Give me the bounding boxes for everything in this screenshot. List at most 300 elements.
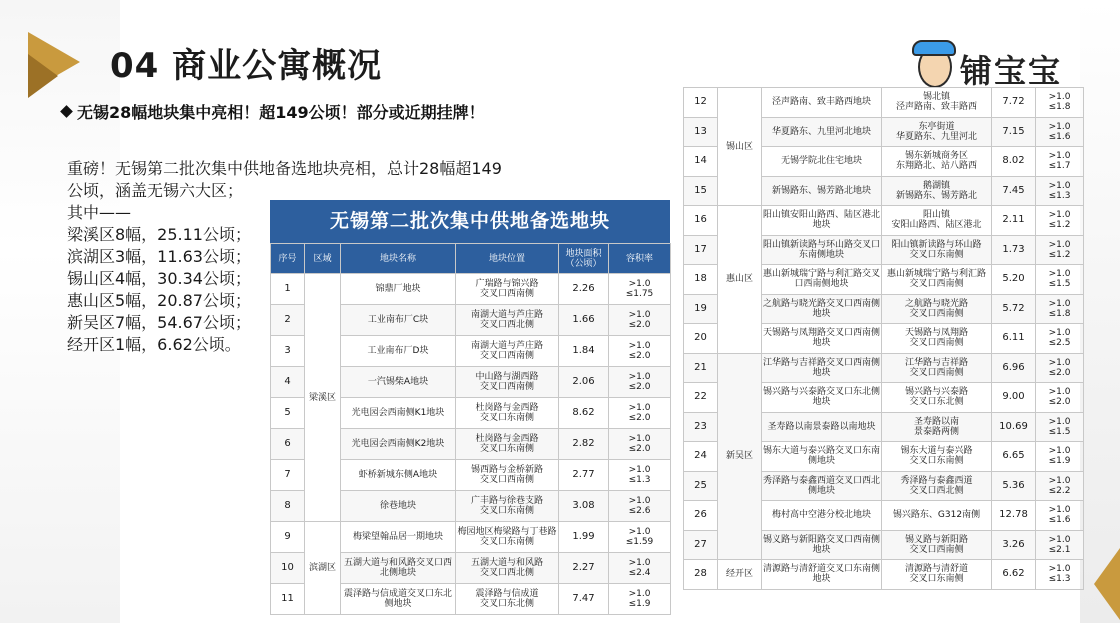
plot-far-cell (609, 367, 671, 398)
plot-area-cell-text: 1.66 (572, 314, 595, 325)
page-title: 04 商业公寓概况 (110, 46, 383, 86)
row-index-cell (684, 471, 718, 501)
plot-name-cell-text: 光电园会西南侧K1地块 (351, 408, 445, 418)
plot-far-cell (1036, 353, 1084, 383)
headline-bullet (62, 100, 485, 123)
plot-name-cell-text: 锡义路与新阳路交叉口西南侧地块 (762, 534, 880, 555)
row-index-cell (271, 398, 305, 429)
plot-location-cell (882, 353, 992, 383)
plot-location-cell (882, 442, 992, 472)
row-index-cell-text: 27 (694, 538, 707, 550)
plot-far-cell-text: ≤2.1 (1048, 544, 1071, 555)
row-index-cell (271, 460, 305, 491)
plot-name-cell (341, 336, 456, 367)
mascot-hat-icon (912, 40, 956, 56)
plot-far-cell-text: ≤2.0 (628, 413, 651, 423)
plot-far-cell-text: ≤2.5 (1048, 338, 1071, 349)
row-index-cell (684, 324, 718, 354)
plot-far-cell-text: >1.0 (628, 341, 651, 351)
plot-location-cell (882, 206, 992, 236)
logo-text: 铺宝宝 (960, 52, 1063, 90)
paragraph-line: 锡山区4幅，30.34公顷； (67, 269, 251, 288)
plot-name-cell-text: 阳山镇安阳山路西、陆区港北地块 (762, 210, 880, 231)
plot-name-cell (762, 324, 882, 354)
plot-location-cell-text: 清源路与清舒道 (904, 564, 968, 575)
district-cell-text: 梁溪区 (308, 392, 336, 403)
plot-area-cell-text: 8.02 (1002, 155, 1025, 167)
plot-location-cell-text: 泾声路南、致丰路西 (895, 102, 977, 113)
plot-location-cell-text: 交叉口东南侧 (479, 444, 534, 454)
row-index-cell-text: 25 (694, 479, 707, 491)
plot-name-cell (762, 530, 882, 560)
plot-location-cell-text: 之航路与晓光路 (904, 298, 968, 309)
plot-location-cell-text: 阳山镇 (922, 210, 950, 221)
plot-far-cell-text: >1.0 (1048, 121, 1071, 132)
plot-far-cell (1036, 324, 1084, 354)
plot-area-cell (559, 367, 609, 398)
plot-far-cell-text: ≤2.0 (628, 320, 651, 330)
plot-location-cell-text: 交叉口东北侧 (479, 599, 534, 609)
row-index-cell (684, 265, 718, 295)
row-index-cell (684, 117, 718, 147)
plot-far-cell (609, 584, 671, 615)
plot-location-cell-text: 交叉口西南侧 (909, 338, 964, 349)
plot-location-cell (456, 367, 559, 398)
plot-far-cell (1036, 530, 1084, 560)
plot-location-cell-text: 五湖大道与和风路 (470, 558, 543, 568)
row-index-cell-text: 20 (694, 332, 707, 344)
plot-location-cell-text: 中山路与湖西路 (475, 372, 539, 382)
col-header: 地块面积（公顷） (559, 244, 609, 274)
plot-location-cell (882, 501, 992, 531)
plot-far-cell-text: >1.0 (628, 434, 651, 444)
row-index-cell-text: 22 (694, 391, 707, 403)
plot-area-cell-text: 2.06 (572, 376, 595, 387)
plot-location-cell-text: 秀泽路与泰鑫西道 (900, 475, 973, 486)
plot-area-cell (992, 412, 1036, 442)
row-index-cell-text: 2 (284, 314, 291, 325)
plot-far-cell-text: >1.0 (1048, 298, 1071, 309)
row-index-cell-text: 26 (694, 509, 707, 521)
plot-far-cell (609, 491, 671, 522)
plot-name-cell-text: 圣寿路以南景泰路以南地块 (767, 421, 876, 432)
plot-far-cell (1036, 501, 1084, 531)
plot-location-cell (882, 471, 992, 501)
row-index-cell-text: 28 (694, 568, 707, 580)
plot-area-cell (992, 471, 1036, 501)
paragraph-line: 新吴区7幅，54.67公顷； (67, 313, 251, 332)
plot-far-cell-text: ≤1.7 (1048, 161, 1071, 172)
plot-name-cell (762, 88, 882, 118)
plot-far-cell-text: >1.0 (628, 465, 651, 475)
plot-area-cell (992, 117, 1036, 147)
plot-area-cell-text: 2.26 (572, 283, 595, 294)
plot-area-cell-text: 12.78 (999, 509, 1028, 521)
plot-name-cell (341, 398, 456, 429)
plot-far-cell (609, 336, 671, 367)
plot-location-cell-text: 交叉口西南侧 (909, 308, 964, 319)
row-index-cell (684, 206, 718, 236)
table-row (684, 206, 1084, 236)
plot-location-cell (882, 235, 992, 265)
plot-name-cell (341, 367, 456, 398)
col-header: 区域 (305, 244, 341, 274)
row-index-cell (684, 560, 718, 590)
plot-far-cell (1036, 265, 1084, 295)
plot-location-cell-text: 交叉口西南侧 (479, 382, 534, 392)
plot-area-cell-text: 3.08 (572, 500, 595, 511)
plot-location-cell-text: 锡东大道与泰兴路 (900, 446, 973, 457)
gold-triangle-decoration (28, 32, 80, 92)
plot-area-cell-text: 6.62 (1002, 568, 1025, 580)
plot-name-cell (762, 471, 882, 501)
plot-location-cell (882, 147, 992, 177)
plot-far-cell-text: ≤2.6 (628, 506, 651, 516)
gold-triangle-decoration-right (1094, 548, 1120, 620)
table-row (271, 522, 671, 553)
plot-location-cell-text: 交叉口西北侧 (479, 568, 534, 578)
plot-far-cell-text: ≤1.9 (628, 599, 651, 609)
plot-location-cell (882, 88, 992, 118)
plot-name-cell (762, 294, 882, 324)
row-index-cell-text: 3 (284, 345, 291, 356)
district-cell-text: 惠山区 (725, 274, 753, 285)
col-header: 地块位置 (456, 244, 559, 274)
district-cell (718, 560, 762, 590)
paragraph-line: 重磅！无锡第二批次集中供地备选地块亮相，总计28幅超149 (67, 159, 502, 178)
plot-location-cell (456, 429, 559, 460)
plot-area-cell (992, 235, 1036, 265)
plot-name-cell (762, 501, 882, 531)
plot-far-cell (609, 398, 671, 429)
plot-far-cell-text: ≤1.9 (1048, 456, 1071, 467)
plot-location-cell-text: 锡西路与金桥新路 (470, 465, 543, 475)
row-index-cell (684, 412, 718, 442)
district-cell-text: 滨湖区 (308, 563, 336, 573)
plot-area-cell (992, 383, 1036, 413)
plot-area-cell (559, 553, 609, 584)
plot-name-cell (762, 560, 882, 590)
plot-name-cell-text: 五湖大道与和风路交叉口西北侧地块 (343, 558, 452, 578)
plot-far-cell-text: >1.0 (1048, 416, 1071, 427)
plot-location-cell-text: 鹅湖镇 (922, 180, 950, 191)
row-index-cell-text: 18 (694, 273, 707, 285)
plot-area-cell (992, 176, 1036, 206)
plot-location-cell-text: 江华路与吉祥路 (904, 357, 968, 368)
plot-location-cell (456, 584, 559, 615)
plot-far-cell (1036, 560, 1084, 590)
plot-location-cell-text: 交叉口西南侧 (909, 367, 964, 378)
headline-text: 无锡28幅地块集中亮相！超149公顷！部分或近期挂牌！ (77, 103, 485, 122)
plot-area-cell-text: 5.20 (1002, 273, 1025, 285)
row-index-cell-text: 4 (284, 376, 291, 387)
plot-area-cell (559, 491, 609, 522)
district-cell (718, 88, 762, 206)
plot-area-cell (992, 353, 1036, 383)
land-table-left (270, 243, 671, 615)
plot-far-cell-text: ≤2.0 (628, 351, 651, 361)
plot-area-cell (559, 429, 609, 460)
plot-location-cell-text: 交叉口西南侧 (479, 351, 534, 361)
plot-far-cell-text: ≤1.6 (1048, 131, 1071, 142)
plot-far-cell-text: >1.0 (628, 527, 651, 537)
plot-far-cell-text: ≤2.0 (1048, 367, 1071, 378)
row-index-cell-text: 14 (694, 155, 707, 167)
plot-location-cell-text: 交叉口东南侧 (909, 456, 964, 467)
plot-location-cell-text: 广瑞路与锦兴路 (475, 279, 539, 289)
plot-far-cell-text: >1.0 (628, 496, 651, 506)
plot-far-cell-text: ≤2.0 (1048, 397, 1071, 408)
plot-area-cell (992, 530, 1036, 560)
plot-name-cell-text: 梅村高中空港分校北地块 (771, 510, 871, 521)
plot-location-cell-text: 交叉口西南侧 (909, 544, 964, 555)
plot-location-cell-text: 锡北镇 (922, 92, 950, 103)
plot-far-cell-text: >1.0 (628, 279, 651, 289)
plot-location-cell-text: 交叉口西南侧 (479, 475, 534, 485)
plot-area-cell-text: 3.26 (1002, 538, 1025, 550)
plot-far-cell-text: >1.0 (628, 310, 651, 320)
plot-name-cell-text: 江华路与吉祥路交叉口西南侧地块 (762, 357, 880, 378)
plot-name-cell-text: 惠山新城瑞宁路与利汇路交叉口西南侧地块 (762, 269, 880, 290)
table-row (684, 88, 1084, 118)
plot-far-cell-text: >1.0 (1048, 269, 1071, 280)
plot-name-cell-text: 徐巷地块 (379, 501, 416, 511)
plot-area-cell (992, 206, 1036, 236)
plot-name-cell (762, 353, 882, 383)
row-index-cell (271, 553, 305, 584)
district-cell (718, 206, 762, 354)
table-header-row (271, 244, 671, 274)
row-index-cell (684, 88, 718, 118)
plot-area-cell-text: 6.11 (1002, 332, 1025, 344)
plot-name-cell-text: 锡东大道与泰兴路交叉口东南侧地块 (762, 446, 880, 467)
plot-area-cell-text: 6.96 (1002, 361, 1025, 373)
plot-location-cell-text: 交叉口西南侧 (479, 289, 534, 299)
plot-far-cell-text: >1.0 (1048, 357, 1071, 368)
plot-far-cell-text: ≤1.2 (1048, 249, 1071, 260)
plot-location-cell-text: 梅园地区梅梁路与丁巷路 (457, 527, 557, 537)
plot-location-cell-text: 安阳山路西、陆区港北 (891, 220, 982, 231)
row-index-cell-text: 1 (284, 283, 291, 294)
plot-far-cell-text: ≤1.3 (1048, 190, 1071, 201)
plot-location-cell (882, 324, 992, 354)
plot-name-cell-text: 天锡路与凤翔路交叉口西南侧地块 (762, 328, 880, 349)
row-index-cell (271, 584, 305, 615)
plot-location-cell (882, 530, 992, 560)
plot-location-cell (882, 560, 992, 590)
plot-area-cell-text: 6.65 (1002, 450, 1025, 462)
plot-name-cell (341, 553, 456, 584)
plot-location-cell-text: 交叉口西北侧 (479, 320, 534, 330)
plot-name-cell-text: 锡兴路与兴泰路交叉口东北侧地块 (762, 387, 880, 408)
plot-area-cell (559, 460, 609, 491)
row-index-cell (271, 274, 305, 305)
paragraph-line: 其中—— (67, 203, 132, 222)
plot-far-cell-text: ≤1.3 (628, 475, 651, 485)
plot-location-cell (882, 383, 992, 413)
district-cell-text: 经开区 (725, 569, 753, 580)
plot-location-cell-text: 锡兴路东、G312南侧 (892, 510, 981, 521)
plot-location-cell-text: 新锡路东、锡芳路北 (895, 190, 977, 201)
plot-name-cell-text: 工业南布厂D块 (367, 346, 429, 356)
plot-location-cell-text: 杜岗路与金西路 (475, 434, 539, 444)
plot-name-cell-text: 之航路与晓光路交叉口西南侧地块 (762, 298, 880, 319)
plot-name-cell (341, 460, 456, 491)
district-cell (305, 274, 341, 522)
row-index-cell (684, 501, 718, 531)
plot-location-cell-text: 南湖大道与芦庄路 (470, 310, 543, 320)
plot-location-cell-text: 交叉口东南侧 (909, 249, 964, 260)
plot-far-cell-text: ≤2.0 (628, 382, 651, 392)
plot-far-cell-text: >1.0 (1048, 564, 1071, 575)
plot-area-cell-text: 2.82 (572, 438, 595, 449)
plot-name-cell-text: 梅梁望翰品居一期地块 (352, 532, 443, 542)
table-row (684, 560, 1084, 590)
plot-name-cell-text: 秀泽路与泰鑫西道交叉口西北侧地块 (762, 475, 880, 496)
plot-area-cell-text: 2.11 (1002, 214, 1025, 226)
plot-location-cell-text: 交叉口东南侧 (479, 537, 534, 547)
plot-area-cell (992, 88, 1036, 118)
plot-far-cell (1036, 88, 1084, 118)
plot-name-cell (341, 522, 456, 553)
plot-location-cell (456, 460, 559, 491)
row-index-cell-text: 23 (694, 420, 707, 432)
plot-area-cell-text: 10.69 (999, 420, 1028, 432)
plot-far-cell-text: ≤1.8 (1048, 102, 1071, 113)
plot-location-cell-text: 交叉口西北侧 (909, 485, 964, 496)
plot-name-cell (762, 383, 882, 413)
plot-location-cell-text: 震泽路与信成道 (475, 589, 539, 599)
plot-location-cell (882, 117, 992, 147)
row-index-cell-text: 13 (694, 125, 707, 137)
diamond-bullet-icon (60, 105, 73, 118)
plot-location-cell-text: 锡义路与新阳路 (904, 534, 968, 545)
row-index-cell-text: 12 (694, 96, 707, 108)
plot-location-cell-text: 天锡路与凤翔路 (904, 328, 968, 339)
plot-location-cell (456, 553, 559, 584)
paragraph-line: 梁溪区8幅，25.11公顷； (67, 225, 251, 244)
row-index-cell (684, 294, 718, 324)
plot-far-cell (1036, 412, 1084, 442)
row-index-cell-text: 16 (694, 214, 707, 226)
plot-area-cell-text: 5.36 (1002, 479, 1025, 491)
district-cell (718, 353, 762, 560)
plot-area-cell-text: 7.72 (1002, 96, 1025, 108)
row-index-cell-text: 21 (694, 361, 707, 373)
plot-name-cell-text: 清源路与清舒道交叉口东南侧地块 (762, 564, 880, 585)
plot-location-cell-text: 南湖大道与芦庄路 (470, 341, 543, 351)
row-index-cell-text: 17 (694, 243, 707, 255)
plot-far-cell-text: ≤1.8 (1048, 308, 1071, 319)
plot-area-cell (559, 522, 609, 553)
plot-far-cell-text: >1.0 (1048, 151, 1071, 162)
plot-far-cell-text: ≤1.59 (625, 537, 654, 547)
plot-area-cell-text: 2.27 (572, 562, 595, 573)
row-index-cell (684, 353, 718, 383)
row-index-cell (271, 522, 305, 553)
table-title-banner: 无锡第二批次集中供地备选地块 (270, 200, 670, 243)
plot-name-cell-text: 光电园会西南侧K2地块 (351, 439, 445, 449)
plot-location-cell-text: 惠山新城瑞宁路与利汇路 (886, 269, 986, 280)
plot-far-cell (1036, 294, 1084, 324)
paragraph-line: 经开区1幅，6.62公顷。 (67, 335, 241, 354)
plot-name-cell (762, 235, 882, 265)
row-index-cell (684, 235, 718, 265)
plot-name-cell (762, 147, 882, 177)
plot-name-cell-text: 新锡路东、锡芳路北地块 (771, 185, 871, 196)
plot-area-cell (992, 147, 1036, 177)
row-index-cell (271, 367, 305, 398)
plot-location-cell-text: 锡兴路与兴泰路 (904, 387, 968, 398)
plot-far-cell-text: ≤2.0 (628, 444, 651, 454)
plot-far-cell-text: ≤1.75 (625, 289, 654, 299)
plot-far-cell-text: >1.0 (1048, 180, 1071, 191)
plot-location-cell (456, 336, 559, 367)
plot-location-cell-text: 华夏路东、九里河北 (895, 131, 977, 142)
row-index-cell-text: 24 (694, 450, 707, 462)
plot-location-cell-text: 广丰路与徐巷支路 (470, 496, 543, 506)
plot-area-cell-text: 9.00 (1002, 391, 1025, 403)
plot-far-cell (1036, 206, 1084, 236)
plot-area-cell-text: 1.99 (572, 531, 595, 542)
plot-far-cell-text: >1.0 (1048, 328, 1071, 339)
plot-location-cell (456, 398, 559, 429)
plot-name-cell-text: 阳山镇新读路与环山路交叉口东南侧地块 (762, 239, 880, 260)
row-index-cell-text: 7 (284, 469, 291, 480)
plot-area-cell (559, 274, 609, 305)
plot-location-cell (456, 274, 559, 305)
plot-location-cell (882, 294, 992, 324)
plot-location-cell (882, 412, 992, 442)
row-index-cell (271, 336, 305, 367)
plot-location-cell-text: 交叉口东南侧 (479, 413, 534, 423)
plot-name-cell-text: 工业南布厂C块 (367, 315, 429, 325)
marble-background-right (1080, 0, 1120, 623)
row-index-cell-text: 11 (281, 593, 294, 604)
plot-far-cell (609, 274, 671, 305)
plot-area-cell (992, 560, 1036, 590)
row-index-cell-text: 6 (284, 438, 291, 449)
col-header: 地块名称 (341, 244, 456, 274)
plot-far-cell-text: >1.0 (628, 589, 651, 599)
plot-far-cell-text: ≤1.5 (1048, 279, 1071, 290)
plot-far-cell-text: >1.0 (1048, 475, 1071, 486)
plot-far-cell (1036, 147, 1084, 177)
plot-name-cell (341, 305, 456, 336)
plot-name-cell (762, 176, 882, 206)
col-header: 容积率 (609, 244, 671, 274)
paragraph-line: 公顷，涵盖无锡六大区； (67, 181, 244, 200)
table-row (684, 353, 1084, 383)
plot-far-cell-text: ≤1.6 (1048, 515, 1071, 526)
plot-area-cell-text: 7.47 (572, 593, 595, 604)
plot-name-cell (341, 584, 456, 615)
plot-name-cell (762, 265, 882, 295)
plot-area-cell (992, 501, 1036, 531)
plot-area-cell-text: 2.77 (572, 469, 595, 480)
plot-name-cell (341, 429, 456, 460)
plot-location-cell-text: 交叉口东南侧 (909, 574, 964, 585)
plot-area-cell-text: 1.84 (572, 345, 595, 356)
row-index-cell (271, 491, 305, 522)
row-index-cell-text: 9 (284, 531, 291, 542)
plot-name-cell (341, 491, 456, 522)
plot-location-cell-text: 阳山镇新读路与环山路 (891, 239, 982, 250)
plot-location-cell (882, 265, 992, 295)
plot-far-cell-text: >1.0 (1048, 210, 1071, 221)
plot-far-cell (609, 305, 671, 336)
col-header: 序号 (271, 244, 305, 274)
